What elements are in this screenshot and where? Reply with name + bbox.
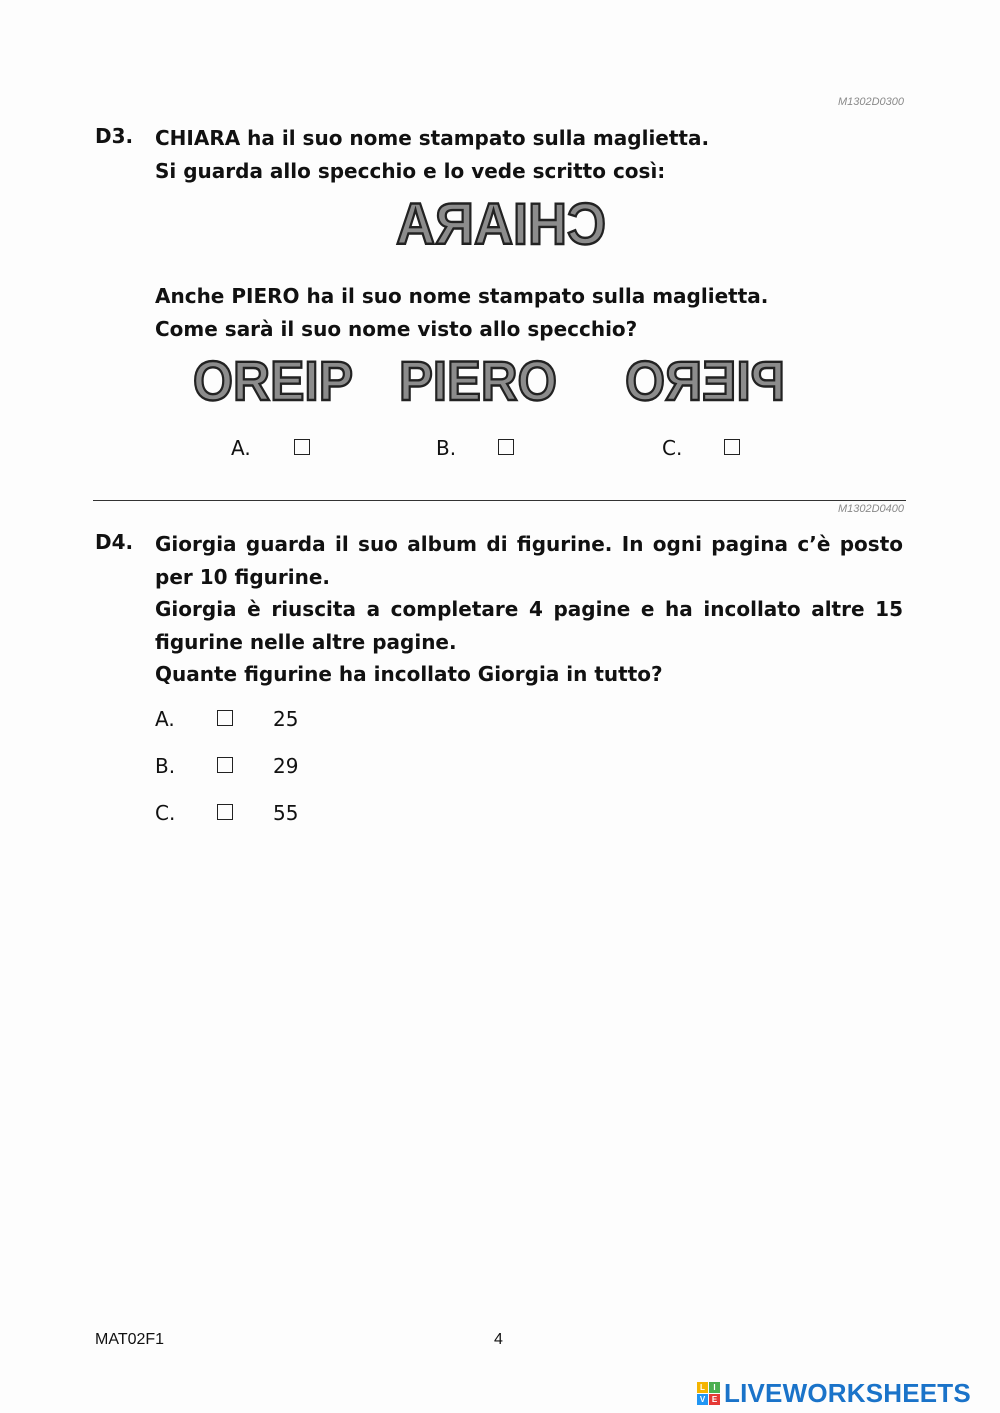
d4-paragraph-1: Giorgia guarda il suo album di figurine. In ogni pagina c’è posto per 10 figurine. xyxy=(155,532,903,589)
choice-word-b-text: PIERO xyxy=(399,350,557,408)
choice-word-c-text: PIERO xyxy=(625,350,785,408)
mirrored-name-chiara xyxy=(390,192,612,256)
d4-option-a[interactable] xyxy=(155,707,175,731)
option-letter: C. xyxy=(662,436,683,460)
d4-option-a-checkbox[interactable] xyxy=(217,710,233,726)
d4-option-b[interactable] xyxy=(155,754,175,778)
d3-option-c[interactable] xyxy=(662,436,682,460)
question-text-d3-part2 xyxy=(155,280,915,345)
section-divider xyxy=(93,500,906,501)
logo-tile-l: L xyxy=(697,1382,708,1393)
d3-option-b[interactable] xyxy=(436,436,456,460)
logo-tile-i: I xyxy=(709,1382,720,1393)
choice-word-b xyxy=(396,350,560,412)
d4-paragraph-2: Giorgia è riuscita a completare 4 pagine e ha incollato altre 15 figurine nelle altre pagine. xyxy=(155,597,903,654)
page-number: 4 xyxy=(494,1331,503,1348)
d4-option-b-checkbox[interactable] xyxy=(217,757,233,773)
d3-line-1: CHIARA ha il suo nome stampato sulla maglietta. xyxy=(155,126,710,150)
d3-line-4: Come sarà il suo nome visto allo specchio? xyxy=(155,316,638,341)
item-code-d4: M1302D0400 xyxy=(837,503,904,515)
option-letter: A. xyxy=(155,707,175,731)
logo-tile-v: V xyxy=(697,1394,708,1405)
liveworksheets-logo[interactable] xyxy=(697,1378,971,1409)
question-number-d3: D3. xyxy=(95,124,134,148)
d4-option-c-value: 55 xyxy=(273,801,299,825)
d3-option-b-checkbox[interactable] xyxy=(498,439,514,455)
d4-option-c[interactable] xyxy=(155,801,175,825)
mirrored-chiara-text: CHIARA xyxy=(396,192,606,252)
question-text-d3 xyxy=(155,122,915,187)
d4-option-c-checkbox[interactable] xyxy=(217,804,233,820)
d3-line-2: Si guarda allo specchio e lo vede scritto così: xyxy=(155,158,666,183)
document-code: MAT02F1 xyxy=(95,1331,165,1348)
choice-word-c-mirrored xyxy=(622,350,788,412)
logo-grid-icon xyxy=(697,1382,720,1405)
option-letter: B. xyxy=(436,436,457,460)
option-letter: B. xyxy=(155,754,176,778)
item-code-d3: M1302D0300 xyxy=(837,96,904,108)
d3-option-c-checkbox[interactable] xyxy=(724,439,740,455)
choice-word-a xyxy=(190,350,356,412)
choice-word-a-text: OREIP xyxy=(193,350,353,408)
logo-wordmark: LIVEWORKSHEETS xyxy=(724,1378,971,1408)
d3-option-a[interactable] xyxy=(231,436,251,460)
d3-line-3: Anche PIERO ha il suo nome stampato sulla maglietta. xyxy=(155,284,769,308)
d4-option-a-value: 25 xyxy=(273,707,299,731)
d4-question: Quante figurine ha incollato Giorgia in tutto? xyxy=(155,662,663,686)
option-letter: C. xyxy=(155,801,176,825)
question-text-d4 xyxy=(155,528,903,691)
logo-tile-e: E xyxy=(709,1394,720,1405)
option-letter: A. xyxy=(231,436,251,460)
d4-option-b-value: 29 xyxy=(273,754,299,778)
d3-option-a-checkbox[interactable] xyxy=(294,439,310,455)
question-number-d4: D4. xyxy=(95,530,134,554)
